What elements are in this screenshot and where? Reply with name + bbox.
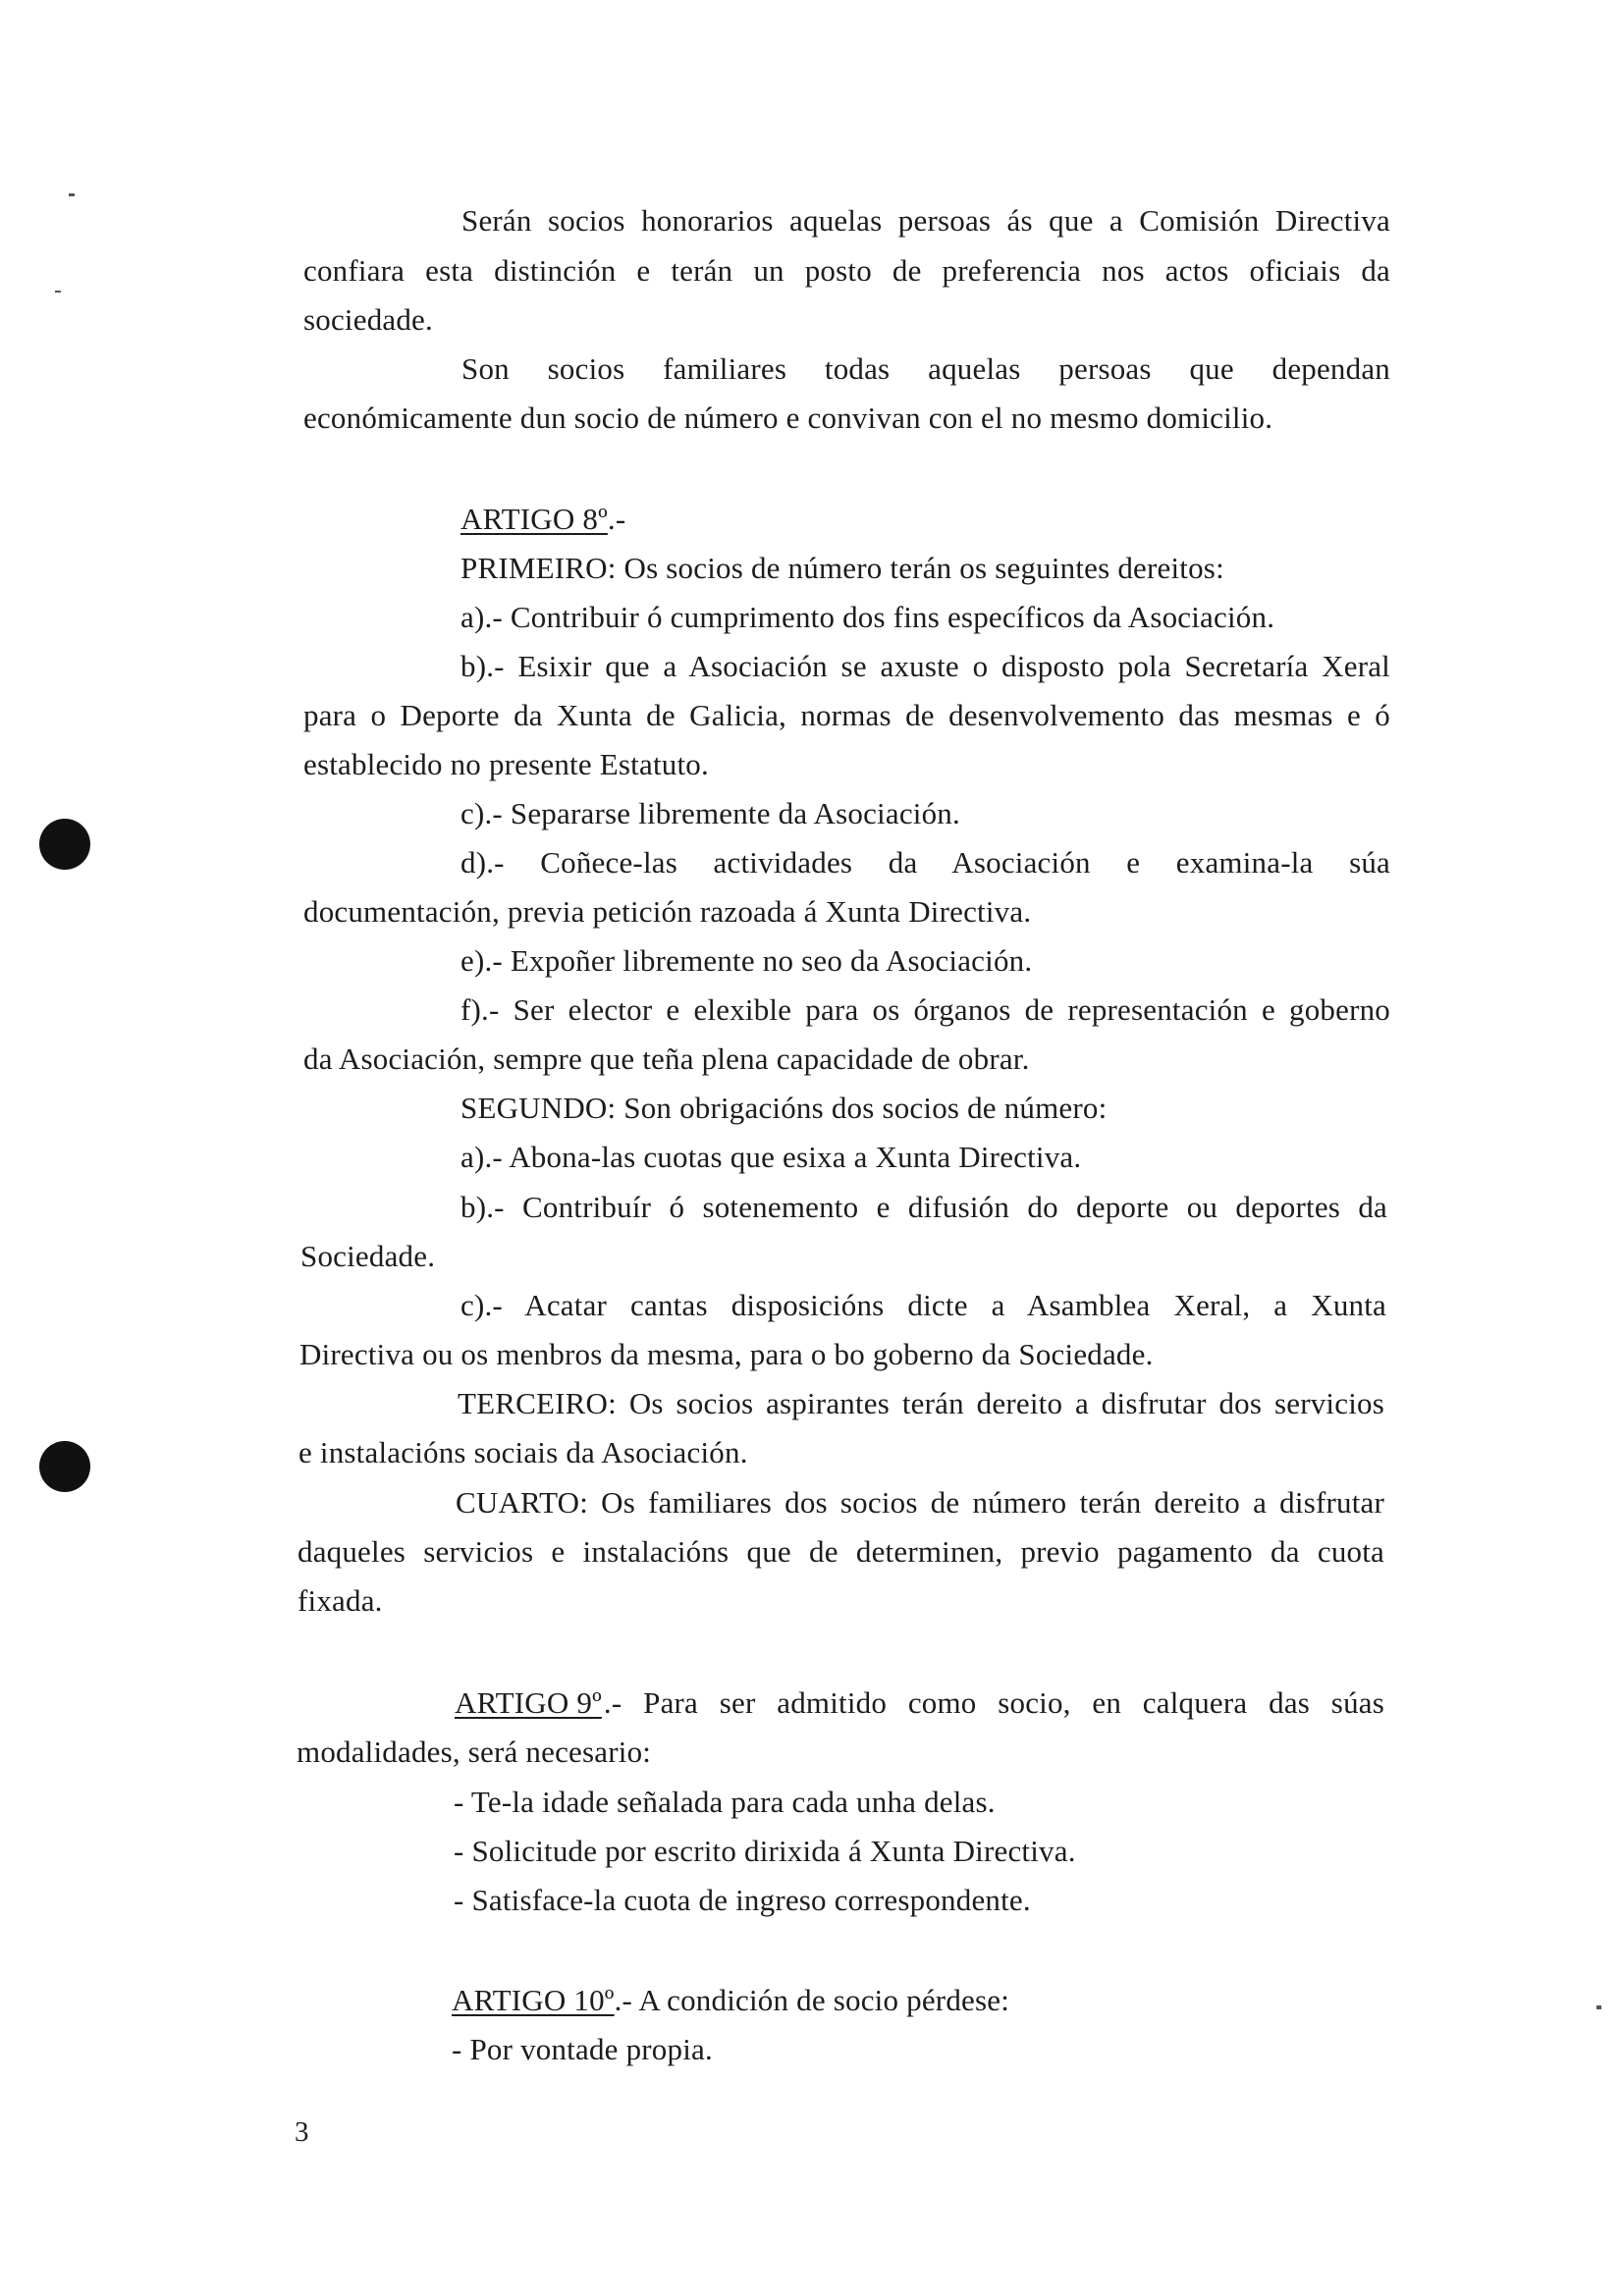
scan-speck — [1596, 2005, 1601, 2009]
list-item: a).- Contribuir ó cumprimento dos fins específicos da Asociación. — [460, 600, 1275, 634]
article-9-heading-line — [455, 1684, 1384, 1722]
cuarto-line: fixada. — [297, 1583, 383, 1618]
segundo-intro: SEGUNDO: Son obrigacións dos socios de número: — [460, 1091, 1108, 1125]
list-item-continuation: establecido no presente Estatuto. — [303, 747, 709, 781]
paragraph-line: Son socios familiares todas aquelas persoas que dependan — [461, 351, 1390, 386]
article-9-text: .- Para ser admitido como socio, en calquera das súas — [603, 1685, 1384, 1720]
page-number: 3 — [295, 2116, 309, 2148]
list-item-continuation: da Asociación, sempre que teña plena capacidade de obrar. — [303, 1041, 1030, 1076]
article-8-heading — [460, 501, 625, 538]
list-item: - Te-la idade señalada para cada unha delas. — [454, 1785, 996, 1819]
list-item: b).- Contribuír ó sotenemento e difusión do deporte ou deportes da — [460, 1190, 1387, 1224]
list-item-continuation: Directiva ou os menbros da mesma, para o bo goberno da Sociedade. — [299, 1337, 1154, 1371]
terceiro-line: TERCEIRO: Os socios aspirantes terán dereito a disfrutar dos servicios — [458, 1386, 1384, 1420]
paragraph-line: sociedade. — [303, 302, 433, 337]
terceiro-line: e instalacións sociais da Asociación. — [298, 1435, 748, 1469]
list-item: a).- Abona-las cuotas que esixa a Xunta Directiva. — [460, 1140, 1082, 1174]
list-item: - Satisface-la cuota de ingreso correspondente. — [454, 1883, 1031, 1917]
list-item: f).- Ser elector e elexible para os órganos de representación e goberno — [460, 992, 1390, 1027]
binder-hole-bottom — [39, 1441, 90, 1492]
list-item: b).- Esixir que a Asociación se axuste o disposto pola Secretaría Xeral — [460, 649, 1390, 683]
list-item-continuation: Sociedade. — [300, 1239, 436, 1273]
cuarto-line: daqueles servicios e instalacións que de determinen, previo pagamento da cuota — [297, 1534, 1384, 1569]
paragraph-line: Serán socios honorarios aquelas persoas ás que a Comisión Directiva — [461, 203, 1390, 238]
list-item: - Por vontade propia. — [452, 2032, 713, 2066]
article-8-heading-text: ARTIGO 8º — [460, 502, 608, 536]
list-item: d).- Coñece-las actividades da Asociación e examina-la súa — [460, 845, 1390, 880]
list-item: e).- Expoñer libremente no seo da Asociación. — [460, 943, 1033, 978]
cuarto-line: CUARTO: Os familiares dos socios de número terán dereito a disfrutar — [456, 1485, 1384, 1520]
article-8-heading-suffix: .- — [607, 502, 626, 536]
primeiro-intro: PRIMEIRO: Os socios de número terán os seguintes dereitos: — [460, 551, 1224, 585]
article-9-heading-text: ARTIGO 9º — [455, 1685, 602, 1720]
list-item: c).- Separarse libremente da Asociación. — [460, 796, 960, 830]
list-item: - Solicitude por escrito dirixida á Xunta Directiva. — [454, 1834, 1076, 1868]
paragraph-line: confiara esta distinción e terán un posto de preferencia nos actos oficiais da — [303, 253, 1390, 288]
article-10-text: .- A condición de socio pérdese: — [614, 1983, 1010, 2017]
list-item-continuation: para o Deporte da Xunta de Galicia, normas de desenvolvemento das mesmas e ó — [303, 698, 1390, 732]
scan-speck — [69, 193, 75, 196]
binder-hole-top — [39, 819, 90, 870]
article-9-text: modalidades, será necesario: — [297, 1735, 652, 1769]
article-10-heading-text: ARTIGO 10º — [452, 1983, 615, 2017]
scan-speck — [55, 291, 61, 293]
paragraph-line: económicamente dun socio de número e convivan con el no mesmo domicilio. — [303, 400, 1273, 435]
list-item: c).- Acatar cantas disposicións dicte a Asamblea Xeral, a Xunta — [460, 1288, 1386, 1322]
article-10-heading-line — [452, 1982, 1009, 2019]
list-item-continuation: documentación, previa petición razoada á Xunta Directiva. — [303, 894, 1032, 929]
